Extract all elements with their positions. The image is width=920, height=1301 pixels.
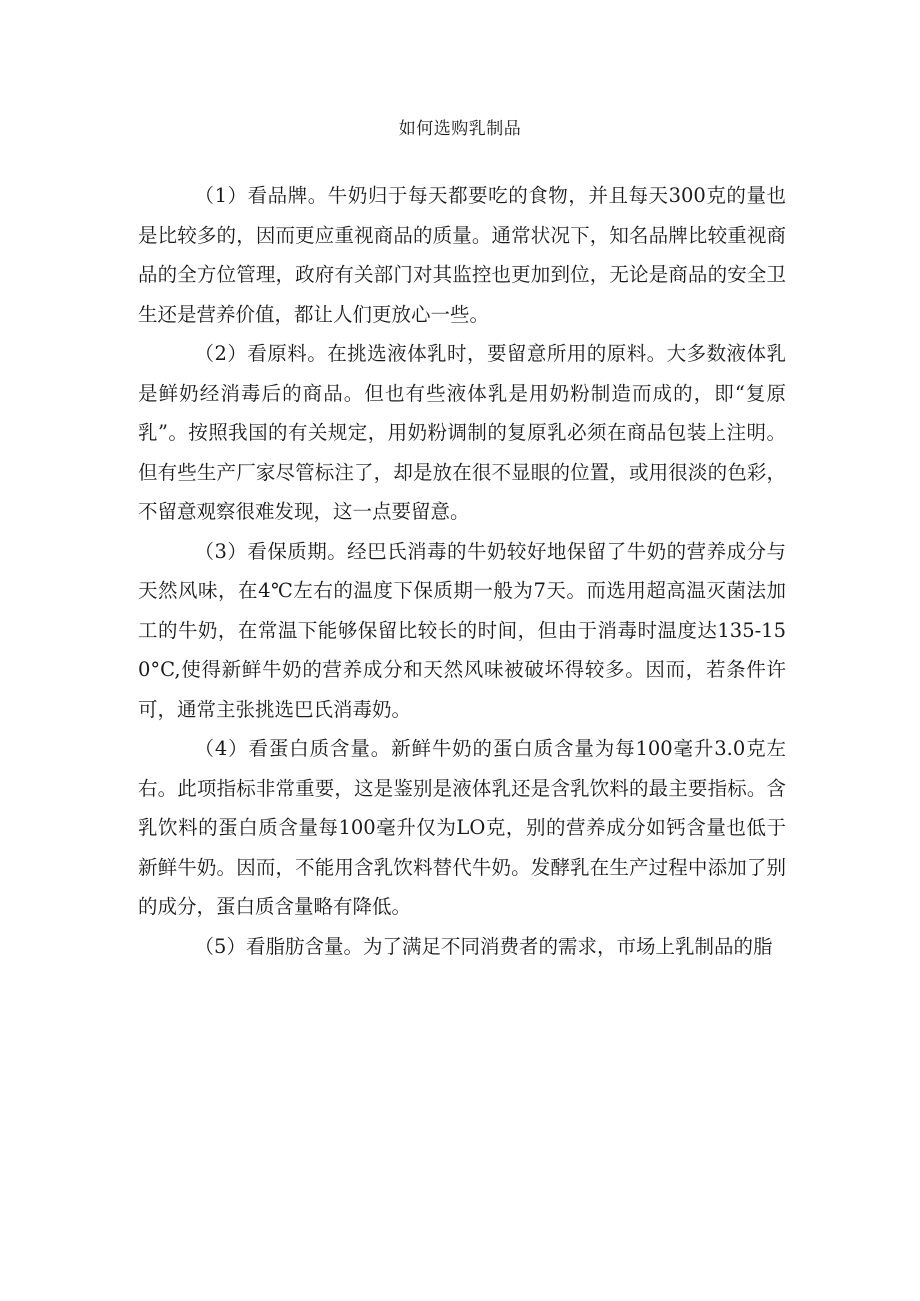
paragraph-brand: （1）看品牌。牛奶归于每天都要吃的食物，并且每天300克的量也是比较多的，因而更应重视商品的质量。通常状况下，知名品牌比较重视商品的全方位管理，政府有关部门对其监控也更加到位，无论是商品的安全卫生还是营养价值，都让人们更放心一些。 <box>138 184 786 326</box>
document-title: 如何选购乳制品 <box>398 119 522 139</box>
paragraph-fat: （5）看脂肪含量。为了满足不同消费者的需求，市场上乳制品的脂 <box>194 934 773 958</box>
paragraph-raw-material: （2）看原料。在挑选液体乳时，要留意所用的原料。大多数液体乳是鲜奶经消毒后的商品。但也有些液体乳是用奶粉制造而成的，即“复原乳”。按照我国的有关规定，用奶粉调制的复原乳必须在商品包装上注明。但有些生产厂家尽管标注了，却是放在很不显眼的位置，或用很淡的色彩，不留意观察很难发现，这一点要留意。 <box>138 342 786 523</box>
document-body <box>138 176 786 966</box>
paragraph-shelf-life: （3）看保质期。经巴氏消毒的牛奶较好地保留了牛奶的营养成分与天然风味，在4℃左右的温度下保质期一般为7天。而选用超高温灭菌法加工的牛奶，在常温下能够保留比较长的时间，但由于消毒时温度达135-150°C,使得新鲜牛奶的营养成分和天然风味被破坏得较多。因而，若条件许可，通常主张挑选巴氏消毒奶。 <box>138 539 786 721</box>
paragraph-protein: （4）看蛋白质含量。新鲜牛奶的蛋白质含量为每100毫升3.0克左右。此项指标非常重要，这是鉴别是液体乳还是含乳饮料的最主要指标。含乳饮料的蛋白质含量每100毫升仅为LO克，别的营养成分如钙含量也低于新鲜牛奶。因而，不能用含乳饮料替代牛奶。发酵乳在生产过程中添加了别的成分，蛋白质含量略有降低。 <box>138 737 786 918</box>
